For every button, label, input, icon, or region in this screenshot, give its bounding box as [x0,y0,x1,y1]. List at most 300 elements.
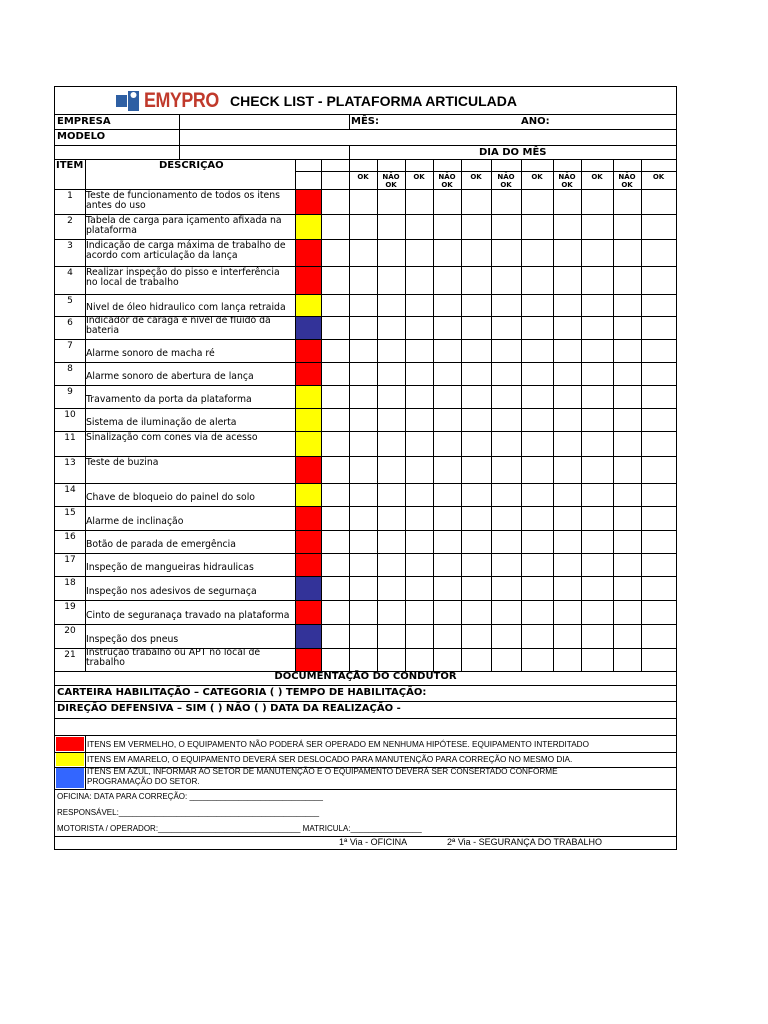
ok-check-cell[interactable] [642,409,676,431]
ok-check-cell[interactable] [350,240,377,266]
description-column-header: DESCRIÇÃO [159,160,224,171]
dia-do-mes-label: DIA DO MÊS [479,147,547,158]
ok-check-cell[interactable] [582,363,613,385]
nao-ok-check-cell[interactable] [378,484,405,506]
nao-ok-check-cell[interactable] [434,295,461,316]
severity-red-marker [296,601,321,624]
ok-check-cell[interactable] [642,554,676,576]
nao-ok-check-cell[interactable] [554,317,581,339]
via-seguranca: 2ª Via - SEGURANÇA DO TRABALHO [447,837,603,847]
item-description: Teste de funcionamento de todos os itens antes do uso [86,190,281,211]
item-number: 14 [64,485,76,495]
nao-ok-check-cell[interactable] [614,649,641,671]
nao-ok-check-cell[interactable] [378,432,405,456]
legend-yellow-swatch [56,753,84,766]
nao-ok-check-cell[interactable] [492,507,521,530]
ok-check-cell[interactable] [462,601,491,624]
nao-ok-check-cell[interactable] [554,386,581,408]
nao-ok-check-cell[interactable] [434,507,461,530]
ok-check-cell[interactable] [406,601,433,624]
nao-ok-subheader: NÃO OK [497,173,515,189]
legend-yellow-text: ITENS EM AMARELO, O EQUIPAMENTO DEVERÁ SER DESLOCADO PARA MANUTENÇÃO PARA CORREÇÃO NO MESMO DIA. [87,755,573,764]
ok-check-cell[interactable] [582,507,613,530]
nao-ok-check-cell[interactable] [434,625,461,648]
ok-check-cell[interactable] [462,577,491,600]
nao-ok-check-cell[interactable] [434,531,461,553]
nao-ok-check-cell[interactable] [492,625,521,648]
nao-ok-check-cell[interactable] [378,601,405,624]
ok-check-cell[interactable] [522,215,553,239]
ok-check-cell[interactable] [642,386,676,408]
item-description: Alarme sonoro de abertura de lança [86,371,254,382]
ok-check-cell[interactable] [522,484,553,506]
nao-ok-check-cell[interactable] [434,363,461,385]
severity-blue-marker [296,577,321,600]
nao-ok-check-cell[interactable] [378,295,405,316]
ok-check-cell[interactable] [406,267,433,294]
ok-check-cell[interactable] [350,267,377,294]
item-number: 18 [64,578,76,588]
ok-check-cell[interactable] [350,554,377,576]
item-number: 20 [64,626,76,636]
nao-ok-check-cell[interactable] [434,601,461,624]
nao-ok-check-cell[interactable] [554,484,581,506]
nao-ok-check-cell[interactable] [492,601,521,624]
nao-ok-check-cell[interactable] [434,240,461,266]
nao-ok-check-cell[interactable] [492,317,521,339]
item-number: 15 [64,508,76,518]
ok-check-cell[interactable] [522,577,553,600]
nao-ok-check-cell[interactable] [554,432,581,456]
nao-ok-check-cell[interactable] [614,507,641,530]
nao-ok-check-cell[interactable] [492,267,521,294]
ok-check-cell[interactable] [462,215,491,239]
nao-ok-check-cell[interactable] [614,267,641,294]
severity-red-marker [296,554,321,576]
nao-ok-check-cell[interactable] [492,577,521,600]
ok-check-cell[interactable] [642,601,676,624]
nao-ok-check-cell[interactable] [434,317,461,339]
severity-red-marker [296,363,321,385]
nao-ok-check-cell[interactable] [378,267,405,294]
nao-ok-check-cell[interactable] [434,457,461,483]
nao-ok-check-cell[interactable] [614,531,641,553]
ok-check-cell[interactable] [350,457,377,483]
ok-check-cell[interactable] [462,484,491,506]
item-number: 19 [64,602,76,612]
nao-ok-check-cell[interactable] [614,577,641,600]
ok-check-cell[interactable] [522,531,553,553]
oficina-correction-date: OFICINA: DATA PARA CORREÇÃO: ______________________________ [57,792,323,801]
ok-check-cell[interactable] [406,317,433,339]
nao-ok-check-cell[interactable] [492,363,521,385]
ok-check-cell[interactable] [350,507,377,530]
ok-check-cell[interactable] [350,531,377,553]
ok-check-cell[interactable] [642,240,676,266]
severity-blue-marker [296,625,321,648]
ok-check-cell[interactable] [582,649,613,671]
logo-text: EMYPRO [144,89,219,112]
item-number: 3 [67,241,73,251]
item-description: Sinalização com cones via de acesso [86,432,258,443]
nao-ok-check-cell[interactable] [492,484,521,506]
ok-check-cell[interactable] [582,601,613,624]
nao-ok-check-cell[interactable] [378,340,405,362]
ok-check-cell[interactable] [522,507,553,530]
severity-yellow-marker [296,432,321,456]
legend-red-swatch [56,737,84,751]
page-title: CHECK LIST - PLATAFORMA ARTICULADA [230,93,517,109]
ok-check-cell[interactable] [406,295,433,316]
ok-check-cell[interactable] [406,363,433,385]
item-description: Botão de parada de emergência [86,539,236,550]
item-number: 1 [67,191,73,201]
nao-ok-check-cell[interactable] [378,317,405,339]
ok-subheader: OK [591,173,603,181]
ok-check-cell[interactable] [642,317,676,339]
nao-ok-check-cell[interactable] [492,340,521,362]
nao-ok-check-cell[interactable] [614,554,641,576]
ok-check-cell[interactable] [462,531,491,553]
motorista-matricula-line: MOTORISTA / OPERADOR:________________________________ MATRICULA:________________ [57,824,422,833]
ok-check-cell[interactable] [350,601,377,624]
severity-red-marker [296,531,321,553]
ok-check-cell[interactable] [406,649,433,671]
conductor-defensive-driving-line: DIREÇÃO DEFENSIVA – SIM ( ) NÃO ( ) DATA DA REALIZAÇÃO - [57,703,401,714]
nao-ok-check-cell[interactable] [492,432,521,456]
nao-ok-check-cell[interactable] [614,601,641,624]
ok-check-cell[interactable] [406,507,433,530]
nao-ok-check-cell[interactable] [554,340,581,362]
ok-check-cell[interactable] [462,409,491,431]
nao-ok-check-cell[interactable] [378,577,405,600]
severity-red-marker [296,190,321,214]
ok-check-cell[interactable] [642,363,676,385]
nao-ok-check-cell[interactable] [434,386,461,408]
ok-check-cell[interactable] [582,295,613,316]
item-description: Nivel de óleo hidraulico com lança retraida [86,302,286,313]
ok-check-cell[interactable] [406,386,433,408]
ok-check-cell[interactable] [350,317,377,339]
ok-check-cell[interactable] [642,577,676,600]
ok-check-cell[interactable] [642,295,676,316]
ok-check-cell[interactable] [462,554,491,576]
ok-check-cell[interactable] [522,386,553,408]
nao-ok-check-cell[interactable] [492,295,521,316]
item-description: Inspeção nos adesivos de segurnaça [86,586,257,597]
ok-check-cell[interactable] [582,625,613,648]
via-oficina: 1ª Via - OFICINA [339,837,408,847]
item-description: Indicador de caraga e nivel de fluido da bateria [86,316,271,336]
ok-check-cell[interactable] [350,577,377,600]
nao-ok-check-cell[interactable] [614,386,641,408]
nao-ok-check-cell[interactable] [378,190,405,214]
nao-ok-check-cell[interactable] [554,531,581,553]
ok-check-cell[interactable] [582,340,613,362]
modelo-label: MODELO [57,131,106,142]
nao-ok-check-cell[interactable] [378,531,405,553]
nao-ok-check-cell[interactable] [378,625,405,648]
ok-check-cell[interactable] [582,484,613,506]
nao-ok-check-cell[interactable] [554,240,581,266]
ok-check-cell[interactable] [350,625,377,648]
ok-check-cell[interactable] [582,267,613,294]
logo-figure-icon [115,89,141,113]
ok-check-cell[interactable] [522,601,553,624]
nao-ok-check-cell[interactable] [492,457,521,483]
ok-check-cell[interactable] [522,363,553,385]
nao-ok-check-cell[interactable] [434,649,461,671]
ok-check-cell[interactable] [522,457,553,483]
nao-ok-subheader: NÃO OK [438,173,456,189]
ok-check-cell[interactable] [522,409,553,431]
nao-ok-check-cell[interactable] [434,215,461,239]
nao-ok-check-cell[interactable] [554,267,581,294]
ok-check-cell[interactable] [406,432,433,456]
nao-ok-check-cell[interactable] [434,190,461,214]
item-number: 13 [64,458,76,468]
ok-check-cell[interactable] [350,484,377,506]
ok-check-cell[interactable] [350,295,377,316]
ok-check-cell[interactable] [582,577,613,600]
item-description: Indicação de carga máxima de trabalho de acordo com articulação da lança [86,240,286,261]
ok-check-cell[interactable] [642,432,676,456]
item-number: 17 [64,555,76,565]
ok-check-cell[interactable] [462,340,491,362]
nao-ok-check-cell[interactable] [492,215,521,239]
item-description: Alarme sonoro de macha ré [86,348,215,359]
ok-check-cell[interactable] [642,484,676,506]
item-number: 2 [67,216,73,226]
ok-check-cell[interactable] [462,386,491,408]
ok-check-cell[interactable] [642,531,676,553]
nao-ok-check-cell[interactable] [434,554,461,576]
item-number: 10 [64,410,76,420]
nao-ok-check-cell[interactable] [614,295,641,316]
ok-check-cell[interactable] [582,457,613,483]
severity-yellow-marker [296,386,321,408]
item-description: Sistema de iluminação de alerta [86,417,237,428]
nao-ok-check-cell[interactable] [434,409,461,431]
ok-check-cell[interactable] [350,386,377,408]
nao-ok-check-cell[interactable] [378,409,405,431]
ok-check-cell[interactable] [522,317,553,339]
item-description: Inspeção de mangueiras hidraulicas [86,562,254,573]
ok-subheader: OK [357,173,369,181]
ok-check-cell[interactable] [522,295,553,316]
nao-ok-check-cell[interactable] [554,507,581,530]
ok-check-cell[interactable] [406,240,433,266]
ok-check-cell[interactable] [350,432,377,456]
nao-ok-check-cell[interactable] [492,649,521,671]
nao-ok-check-cell[interactable] [554,625,581,648]
ok-check-cell[interactable] [582,432,613,456]
item-number: 21 [64,650,76,660]
nao-ok-check-cell[interactable] [434,267,461,294]
nao-ok-check-cell[interactable] [434,484,461,506]
nao-ok-check-cell[interactable] [554,363,581,385]
nao-ok-check-cell[interactable] [614,340,641,362]
ok-check-cell[interactable] [462,507,491,530]
ok-check-cell[interactable] [642,457,676,483]
severity-yellow-marker [296,409,321,431]
item-description: Teste de buzina [86,457,159,468]
severity-red-marker [296,457,321,483]
item-description: Chave de bloqueio do painel do solo [86,492,255,503]
ok-check-cell[interactable] [462,267,491,294]
ok-check-cell[interactable] [350,649,377,671]
ok-check-cell[interactable] [406,484,433,506]
nao-ok-check-cell[interactable] [434,577,461,600]
ok-check-cell[interactable] [406,577,433,600]
ok-check-cell[interactable] [522,625,553,648]
nao-ok-check-cell[interactable] [614,457,641,483]
checklist-sheet [54,86,677,850]
item-description: Instrução trabalho ou APT no local de trabalho [86,648,261,668]
ok-check-cell[interactable] [350,190,377,214]
nao-ok-check-cell[interactable] [492,554,521,576]
ok-check-cell[interactable] [522,554,553,576]
ok-check-cell[interactable] [406,531,433,553]
nao-ok-check-cell[interactable] [614,363,641,385]
ok-check-cell[interactable] [462,457,491,483]
item-number: 5 [67,296,73,306]
ok-check-cell[interactable] [462,649,491,671]
ok-check-cell[interactable] [462,432,491,456]
ok-check-cell[interactable] [406,625,433,648]
severity-yellow-marker [296,484,321,506]
ok-check-cell[interactable] [462,240,491,266]
nao-ok-check-cell[interactable] [554,295,581,316]
ok-check-cell[interactable] [642,190,676,214]
ok-check-cell[interactable] [462,190,491,214]
nao-ok-check-cell[interactable] [614,190,641,214]
nao-ok-check-cell[interactable] [378,507,405,530]
ok-check-cell[interactable] [642,215,676,239]
ok-check-cell[interactable] [642,267,676,294]
ok-check-cell[interactable] [406,340,433,362]
nao-ok-check-cell[interactable] [492,386,521,408]
ok-check-cell[interactable] [522,649,553,671]
ok-check-cell[interactable] [462,363,491,385]
nao-ok-check-cell[interactable] [492,531,521,553]
ok-check-cell[interactable] [522,240,553,266]
ok-check-cell[interactable] [582,386,613,408]
item-number: 6 [67,318,73,328]
nao-ok-check-cell[interactable] [378,649,405,671]
nao-ok-check-cell[interactable] [614,409,641,431]
ok-check-cell[interactable] [642,625,676,648]
ok-check-cell[interactable] [350,409,377,431]
nao-ok-check-cell[interactable] [492,409,521,431]
conductor-section-title: DOCUMENTAÇÃO DO CONDUTOR [274,671,457,682]
ok-check-cell[interactable] [522,432,553,456]
nao-ok-check-cell[interactable] [378,386,405,408]
ok-check-cell[interactable] [582,554,613,576]
ok-check-cell[interactable] [406,409,433,431]
legend-red-text: ITENS EM VERMELHO, O EQUIPAMENTO NÃO PODERÁ SER OPERADO EM NENHUMA HIPÓTESE. EQUIPAMENTO INTERDITADO [87,740,589,749]
item-description: Inspeção dos pneus [86,634,179,645]
nao-ok-subheader: NÃO OK [558,173,576,189]
nao-ok-subheader: NÃO OK [618,173,636,189]
item-column-header: ITEM [56,160,84,171]
nao-ok-check-cell[interactable] [492,240,521,266]
ok-check-cell[interactable] [522,340,553,362]
ok-check-cell[interactable] [582,317,613,339]
ok-check-cell[interactable] [350,340,377,362]
ok-check-cell[interactable] [462,295,491,316]
ok-check-cell[interactable] [522,267,553,294]
ok-check-cell[interactable] [582,409,613,431]
ok-check-cell[interactable] [350,215,377,239]
nao-ok-check-cell[interactable] [378,240,405,266]
nao-ok-check-cell[interactable] [378,363,405,385]
nao-ok-check-cell[interactable] [434,432,461,456]
nao-ok-check-cell[interactable] [614,432,641,456]
item-number: 11 [64,433,76,443]
ok-check-cell[interactable] [582,190,613,214]
ok-check-cell[interactable] [350,363,377,385]
ok-check-cell[interactable] [406,457,433,483]
nao-ok-check-cell[interactable] [554,577,581,600]
company-logo [115,89,232,113]
ok-check-cell[interactable] [642,340,676,362]
ok-subheader: OK [470,173,482,181]
severity-blue-marker [296,317,321,339]
ok-check-cell[interactable] [582,240,613,266]
severity-red-marker [296,240,321,266]
nao-ok-check-cell[interactable] [554,649,581,671]
nao-ok-check-cell[interactable] [554,601,581,624]
ok-check-cell[interactable] [462,625,491,648]
ok-check-cell[interactable] [582,531,613,553]
nao-ok-check-cell[interactable] [614,625,641,648]
nao-ok-check-cell[interactable] [554,409,581,431]
item-description: Realizar inspeção do pisso e interferência no local de trabalho [86,267,280,288]
item-description: Alarme de inclinação [86,516,184,527]
nao-ok-check-cell[interactable] [614,215,641,239]
nao-ok-check-cell[interactable] [554,457,581,483]
nao-ok-check-cell[interactable] [614,317,641,339]
ok-check-cell[interactable] [406,215,433,239]
ok-check-cell[interactable] [642,507,676,530]
severity-red-marker [296,649,321,671]
ok-check-cell[interactable] [462,317,491,339]
item-number: 8 [67,364,73,374]
nao-ok-check-cell[interactable] [554,190,581,214]
severity-red-marker [296,340,321,362]
ok-check-cell[interactable] [522,190,553,214]
nao-ok-check-cell[interactable] [378,215,405,239]
nao-ok-check-cell[interactable] [434,340,461,362]
mes-label: MÊS: [351,116,379,127]
legend-blue-swatch [56,768,84,788]
nao-ok-check-cell[interactable] [492,190,521,214]
nao-ok-check-cell[interactable] [554,554,581,576]
nao-ok-check-cell[interactable] [378,457,405,483]
item-number: 9 [67,387,73,397]
ok-check-cell[interactable] [406,554,433,576]
nao-ok-check-cell[interactable] [614,484,641,506]
ok-check-cell[interactable] [406,190,433,214]
ok-check-cell[interactable] [642,649,676,671]
nao-ok-check-cell[interactable] [378,554,405,576]
nao-ok-check-cell[interactable] [554,215,581,239]
item-description: Cinto de seguranaça travado na plataforma [86,610,290,621]
nao-ok-check-cell[interactable] [614,240,641,266]
ok-check-cell[interactable] [582,215,613,239]
severity-yellow-marker [296,295,321,316]
